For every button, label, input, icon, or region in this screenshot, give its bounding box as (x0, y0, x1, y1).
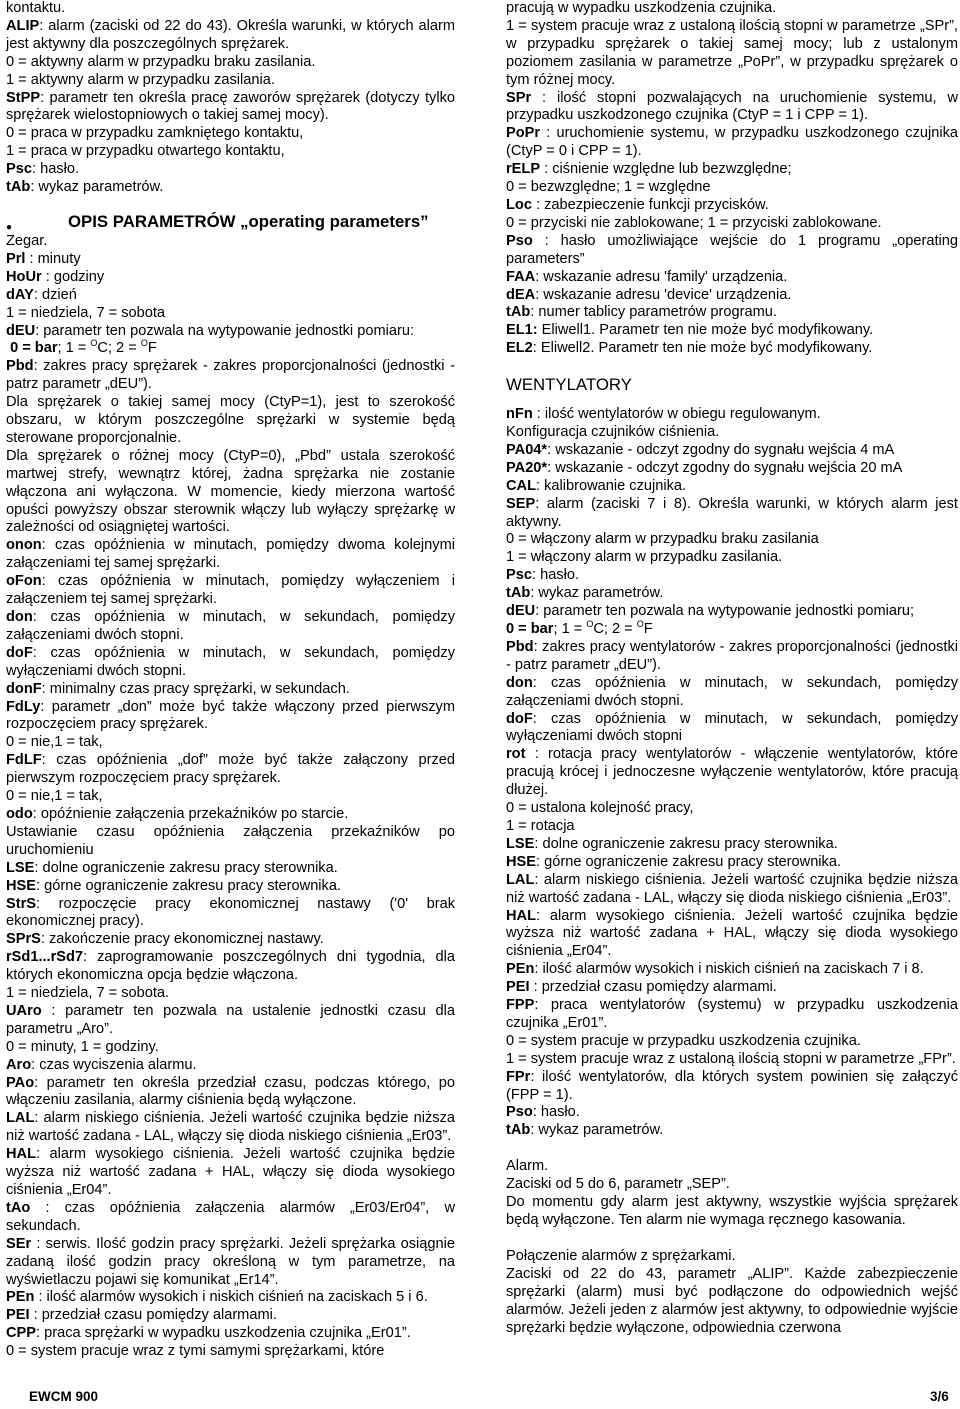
param-term: rSd1...rSd7 (6, 949, 84, 966)
unit-sep: ; 1 = (57, 340, 91, 357)
unit-bar: 0 = bar (10, 340, 58, 357)
param-term: CAL (506, 477, 536, 494)
param-desc: : alarm niskiego ciśnienia. Jeżeli wartość czujnika będzie niższa niż wartość zadana - LAL, włączy się dioda niskiego ciśnienia „Er03”. (506, 871, 958, 906)
right-column (506, 0, 958, 1337)
param-desc: : parametr ten określa przedział czasu, podczas którego, po włączeniu zasilania, alarmy ciśnienia będą wyłączone. (6, 1074, 455, 1109)
param-desc: : uruchomienie systemu, w przypadku uszkodzonego czujnika (CtyP = 0 i CPP = 1). (506, 125, 958, 160)
text-line: 1 = rotacja (506, 817, 575, 834)
param-desc: : wskazanie - odczyt zgodny do sygnału wejścia 20 mA (547, 459, 903, 476)
text-line: Zaciski od 5 do 6, parametr „SEP”. (506, 1176, 730, 1193)
unit-c: C; 2 = (593, 621, 637, 637)
param-tab (506, 1122, 958, 1140)
param-term: EL1: (506, 322, 538, 339)
param-term: SEP (506, 495, 536, 512)
param-term: PA04* (506, 441, 548, 458)
param-loc (506, 197, 958, 215)
text-line: pracują w wypadku uszkodzenia czujnika. (506, 0, 777, 16)
unit-c: C; 2 = (97, 340, 141, 357)
param-term: StrS (6, 895, 37, 912)
param-desc: : parametr „don” może być także włączony przed pierwszym rozpoczęciem pracy sprężarek. (6, 698, 455, 733)
text-line: 1 = praca w przypadku otwartego kontaktu, (6, 143, 285, 160)
param-term: SPrS (6, 931, 41, 948)
param-desc: : parametr ten pozwala na ustalenie jednostki czasu dla parametru „Aro”. (6, 1002, 455, 1037)
text-line: 1 = system pracuje wraz z ustaloną ilością stopni w parametrze „FPr”. (506, 1050, 956, 1067)
param-tao (6, 1200, 455, 1236)
param-desc: : godziny (41, 268, 105, 285)
param-term: dEU (506, 603, 536, 620)
param-dof (6, 645, 455, 681)
param-term: Psc (6, 161, 32, 178)
param-desc: : alarm niskiego ciśnienia. Jeżeli wartość czujnika będzie niższa niż wartość zadana - LAL, włączy się dioda niskiego ciśnienia „Er03”. (6, 1110, 455, 1145)
param-desc: : praca wentylatorów (systemu) w przypadku uszkodzenia czujnika „Er01”. (506, 997, 958, 1031)
param-term: odo (6, 805, 33, 822)
bullet-icon: ● (6, 221, 13, 233)
paragraph: Zaciski od 22 do 43, parametr „ALIP”. Każde zabezpieczenie sprężarki (alarm) musi być podłączone do odpowiednich wejść alarmów. Jeżeli jeden z alarmów jest aktywny, to odpowiednie wyjście sprężarki będzie wyłączone, odpowiednia czerwona (506, 1265, 958, 1336)
param-term: tAb (506, 1122, 531, 1139)
unit-values (506, 621, 958, 639)
unit-f: F (643, 621, 653, 637)
param-fpr (506, 1069, 958, 1105)
param-faa (506, 269, 958, 287)
paragraph: Ustawianie czasu opóźnienia załączenia przekaźników po uruchomieniu (6, 823, 455, 858)
spacer (506, 1140, 958, 1158)
text-line: 1 = niedziela, 7 = sobota. (6, 985, 170, 1002)
param-term: nFn (506, 406, 533, 423)
text-line: 1 = włączony alarm w przypadku zasilania. (506, 549, 783, 566)
text-line: Zegar. (6, 232, 48, 249)
param-pso (506, 233, 958, 269)
param-fdly (6, 699, 455, 735)
param-desc: : dzień (33, 286, 77, 303)
param-term: PEn (506, 961, 535, 978)
text-line: 0 = włączony alarm w przypadku braku zasilania (506, 531, 819, 548)
param-term: Pbd (506, 638, 534, 655)
param-desc: Eliwell1. Parametr ten nie może być modyfikowany. (537, 322, 874, 339)
param-term: LAL (506, 871, 535, 888)
param-term: rot (506, 746, 526, 763)
text-line: 1 = niedziela, 7 = sobota (6, 304, 166, 321)
paragraph: Do momentu gdy alarm jest aktywny, wszystkie wyjścia sprężarek będą wyłączone. Ten alarm nie wymaga ręcznego kasowania. (506, 1194, 958, 1228)
param-desc: : dolne ograniczenie zakresu pracy sterownika. (534, 835, 838, 852)
param-term: Aro (6, 1056, 32, 1073)
param-desc: : ilość wentylatorów, dla których system powinien się załączyć (FPP = 1). (506, 1068, 958, 1103)
param-lal (6, 1110, 455, 1146)
param-term: PoPr (506, 125, 541, 142)
param-term: dAY (6, 286, 34, 303)
unit-bar: 0 = bar (506, 621, 554, 637)
paragraph: Dla sprężarek o różnej mocy (CtyP=0), „Pbd” ustala szerokość martwej strefy, wewnątrz której, żadna sprężarka nie zostanie włączona ani wyłączona. W momencie, kiedy mierzona wartość opuści powyższy obszar sterownik włączy lub wyłączy sprężarkę w zależności od osiągniętej wartości. (6, 447, 455, 536)
unit-sep: ; 1 = (553, 621, 587, 637)
param-term: SPr (506, 89, 532, 106)
text-line: 0 = praca w przypadku zamkniętego kontaktu, (6, 125, 304, 142)
param-pbd (506, 639, 958, 675)
param-term: Prl (6, 250, 26, 267)
param-sprs (6, 931, 455, 949)
param-hal (506, 908, 958, 962)
param-desc: : alarm wysokiego ciśnienia. Jeżeli wartość czujnika będzie wyższa niż wartość zadana + HAL, włączy się dioda wysokiego ciśnienia „Er04”. (506, 907, 958, 960)
left-column (6, 0, 455, 1361)
param-relp (506, 161, 958, 179)
param-desc: : Eliwell2. Parametr ten nie może być modyfikowany. (532, 340, 873, 357)
param-hour (6, 269, 455, 287)
param-desc: : alarm wysokiego ciśnienia. Jeżeli wartość czujnika będzie wyższa niż wartość zadana + HAL, włączy się dioda wysokiego ciśnienia „Er04”. (6, 1146, 455, 1198)
param-desc: : zaprogramowanie poszczególnych dni tygodnia, dla których ekonomiczna opcja będzie włączona. (6, 949, 455, 984)
param-desc: : alarm (zaciski 7 i 8). Określa warunki, w których alarm jest aktywny. (506, 495, 958, 530)
param-pa20 (506, 460, 958, 478)
param-alip (6, 18, 455, 54)
param-term: HSE (506, 853, 537, 870)
text-line: 0 = nie,1 = tak, (6, 788, 103, 805)
param-don (506, 675, 958, 711)
param-desc: : parametr ten określa pracę zaworów sprężarek (dotyczy tylko sprężarek wielostopniowych o takiej samej mocy). (6, 89, 455, 124)
param-term: SEr (6, 1235, 32, 1252)
param-term: EL2 (506, 340, 533, 357)
param-hal (6, 1146, 455, 1200)
paragraph: Dla sprężarek o takiej samej mocy (CtyP=1), jest to szerokość obszaru, w którym poszczególne sprężarki w systemie będą sterowane proporcjonalnie. (6, 394, 455, 446)
param-term: tAo (6, 1199, 31, 1216)
degree-sup: O (140, 338, 148, 349)
param-term: StPP (6, 89, 41, 106)
param-tab (506, 585, 958, 603)
param-desc: : wykaz parametrów. (530, 585, 664, 602)
param-desc: : zakończenie pracy ekonomicznej nastawy. (40, 931, 324, 948)
param-strs (6, 896, 455, 932)
param-uaro (6, 1003, 455, 1039)
param-term: FdLy (6, 698, 41, 715)
param-day (6, 287, 455, 305)
param-desc: : numer tablicy parametrów programu. (530, 304, 777, 321)
param-rsd (6, 949, 455, 985)
text-line: Połączenie alarmów z sprężarkami. (506, 1247, 736, 1264)
param-term: oFon (6, 573, 42, 590)
footer-model: EWCM 900 (29, 1389, 99, 1404)
param-term: don (6, 609, 33, 625)
param-desc: : minimalny czas pracy sprężarki, w sekundach. (41, 680, 350, 697)
unit-f: F (147, 340, 157, 357)
param-psc (506, 567, 958, 585)
param-term: tAb (506, 585, 531, 602)
param-desc: : alarm (zaciski od 22 do 43). Określa warunki, w których alarm jest aktywny dla poszczególnych sprężarek. (6, 17, 455, 52)
param-pao (6, 1075, 455, 1111)
param-ofon (6, 573, 455, 609)
param-term: CPP (6, 1325, 37, 1342)
param-desc: : górne ograniczenie zakresu pracy sterownika. (536, 853, 842, 870)
param-desc: : czas opóźnienia „dof” może być także załączony przed pierwszym rozpoczęciem pracy sprężarek. (6, 752, 455, 787)
param-term: Psc (506, 567, 532, 584)
param-desc: : parametr ten pozwala na wytypowanie jednostki pomiaru: (35, 322, 415, 339)
param-term: FPP (506, 997, 535, 1014)
param-term: dEA (506, 286, 536, 303)
param-desc: : hasło umożliwiające wejście do 1 programu „operating parameters” (506, 232, 958, 267)
param-term: HSE (6, 877, 37, 894)
param-desc: : minuty (25, 250, 81, 267)
param-onon (6, 537, 455, 573)
section-heading (6, 211, 455, 233)
param-term: ALIP (6, 17, 40, 34)
param-fpp (506, 997, 958, 1033)
param-desc: : ilość alarmów wysokich i niskich ciśnień na zaciskach 5 i 6. (34, 1289, 428, 1306)
param-term: doF (506, 710, 533, 727)
param-desc: : parametr ten pozwala na wytypowanie jednostki pomiaru; (535, 603, 915, 620)
text-line: 1 = aktywny alarm w przypadku zasilania. (6, 71, 275, 88)
param-aro (6, 1057, 455, 1075)
param-donf (6, 681, 455, 699)
param-desc: : czas opóźnienia w minutach, pomiędzy dwoma kolejnymi załączeniami tej samej sprężarki. (6, 537, 455, 572)
param-desc: : hasło. (31, 161, 80, 178)
param-term: Pso (506, 232, 533, 249)
param-psc (6, 161, 455, 179)
param-term: LSE (506, 835, 535, 852)
param-desc: : wskazanie adresu 'family' urządzenia. (535, 268, 788, 285)
param-desc: : ciśnienie względne lub bezwzględne; (540, 161, 792, 178)
param-el2 (506, 340, 958, 358)
param-desc: : przedział czasu pomiędzy alarmami. (529, 979, 777, 996)
param-cal (506, 478, 958, 496)
param-term: doF (6, 644, 33, 661)
unit-values (6, 340, 455, 358)
param-desc: : czas opóźnienia w minutach, pomiędzy wyłączeniem i załączeniem tej samej sprężarki. (6, 573, 455, 608)
param-desc: : czas opóźnienia w minutach, w sekundach, pomiędzy wyłączeniami dwóch stopni (506, 710, 958, 745)
text-line: 0 = aktywny alarm w przypadku braku zasilania. (6, 53, 316, 70)
param-desc: : hasło. (532, 1104, 580, 1121)
param-desc: : górne ograniczenie zakresu pracy sterownika. (36, 877, 342, 894)
param-term: LSE (6, 859, 35, 876)
text-line: 0 = bezwzględne; 1 = względne (506, 179, 711, 196)
param-desc: : zakres pracy wentylatorów - zakres proporcjonalności (jednostki - patrz parametr „dEU”). (506, 638, 958, 673)
param-dea (506, 287, 958, 305)
degree-sup: O (90, 338, 98, 349)
param-pei (6, 1307, 455, 1325)
param-term: tAb (6, 179, 31, 196)
param-term: tAb (506, 304, 531, 321)
param-desc: : rotacja pracy wentylatorów - włączenie wentylatorów, które pracują krócej i jednoczesne wyłączenie wentylatorów, które pracują dłużej. (506, 746, 958, 799)
param-desc: : zabezpieczenie funkcji przycisków. (531, 196, 769, 213)
param-odo (6, 806, 455, 824)
param-desc: : praca sprężarki w wypadku uszkodzenia czujnika „Er01”. (36, 1325, 411, 1342)
param-desc: : hasło. (531, 567, 580, 584)
param-don (6, 609, 455, 645)
param-desc: : czas wyciszenia alarmu. (31, 1056, 197, 1073)
param-term: rELP (506, 161, 541, 178)
param-term: Pso (506, 1104, 533, 1121)
param-term: HAL (506, 907, 536, 924)
param-term: UAro (6, 1002, 42, 1019)
param-term: PEI (506, 979, 530, 996)
param-pso (506, 1104, 958, 1122)
spacer (506, 1230, 958, 1248)
param-desc: : wykaz parametrów. (30, 179, 164, 196)
text-line: Konfiguracja czujników ciśnienia. (506, 424, 720, 441)
param-prl (6, 251, 455, 269)
param-tab (6, 179, 455, 197)
section-title: WENTYLATORY (506, 375, 632, 395)
param-pei (506, 979, 958, 997)
param-desc: : dolne ograniczenie zakresu pracy sterownika. (34, 859, 338, 876)
param-hse (6, 878, 455, 896)
param-term: PAo (6, 1074, 35, 1091)
param-term: donF (6, 680, 42, 697)
param-desc: : ilość wentylatorów w obiegu regulowanym. (532, 406, 821, 423)
text-line: 0 = nie,1 = tak, (6, 734, 103, 751)
param-stpp (6, 90, 455, 126)
text-line: 0 = system pracuje w przypadku uszkodzenia czujnika. (506, 1032, 861, 1049)
param-desc: : przedział czasu pomiędzy alarmami. (29, 1307, 277, 1324)
param-pbd (6, 358, 455, 394)
param-term: PA20* (506, 459, 548, 476)
param-rot (506, 746, 958, 800)
param-desc: : czas opóźnienia w minutach, w sekundach, pomiędzy załączeniami dwóch stopni. (506, 674, 958, 709)
param-pa04 (506, 442, 958, 460)
param-term: dEU (6, 322, 36, 339)
param-term: FAA (506, 268, 536, 285)
param-nfn (506, 406, 958, 424)
param-popr (506, 125, 958, 161)
param-term: onon (6, 537, 42, 554)
text-line: kontaktu. (6, 0, 66, 16)
param-desc: : ilość stopni pozwalających na uruchomienie systemu, w przypadku uszkodzonego czujnika (CtyP = 1 i CPP = 1). (506, 89, 958, 124)
param-el1 (506, 322, 958, 340)
param-term: Pbd (6, 358, 34, 375)
degree-sup: O (586, 619, 594, 630)
param-desc: : czas opóźnienia w minutach, w sekundach, pomiędzy wyłączeniami dwóch stopni. (6, 644, 455, 679)
param-term: PEn (6, 1289, 35, 1306)
param-hse (506, 854, 958, 872)
param-desc: : kalibrowanie czujnika. (536, 477, 687, 494)
param-spr (506, 90, 958, 126)
param-pen (6, 1289, 455, 1307)
param-cpp (6, 1325, 455, 1343)
param-term: HAL (6, 1146, 36, 1163)
param-desc: : czas opóźnienia w minutach, w sekundach, pomiędzy załączeniami dwóch stopni. (6, 609, 455, 643)
param-desc: : wskazanie - odczyt zgodny do sygnału wejścia 4 mA (547, 441, 895, 458)
param-lal (506, 872, 958, 908)
param-term: FdLF (6, 752, 42, 769)
param-tab (506, 304, 958, 322)
param-ser (6, 1236, 455, 1290)
footer-page-number: 3/6 (930, 1389, 949, 1404)
param-fdlf (6, 752, 455, 788)
text-line: 0 = minuty, 1 = godziny. (6, 1038, 159, 1055)
param-desc: : rozpoczęcie pracy ekonomicznej nastawy ('0' brak ekonomicznej pracy). (6, 895, 455, 930)
paragraph: 1 = system pracuje wraz z ustaloną ilością stopni w parametrze „SPr”, w przypadku sprężarek o takiej samej mocy; lub z ustalonym poziomem zasilania w parametrze „PoPr”, w przypadku sprężarek o tym różnej mocy. (506, 17, 958, 88)
param-dof (506, 711, 958, 747)
param-term: don (506, 674, 533, 691)
param-term: Loc (506, 196, 532, 213)
param-desc: : ilość alarmów wysokich i niskich ciśnień na zaciskach 7 i 8. (534, 961, 924, 978)
param-sep (506, 496, 958, 532)
text-line: 0 = przyciski nie zablokowane; 1 = przyciski zablokowane. (506, 214, 882, 231)
param-desc: : wykaz parametrów. (530, 1122, 664, 1139)
param-lse (6, 860, 455, 878)
param-deu (6, 323, 455, 341)
param-term: FPr (506, 1068, 531, 1085)
param-term: PEI (6, 1307, 30, 1324)
text-line: 0 = system pracuje wraz z tymi samymi sprężarkami, które (6, 1343, 385, 1360)
text-line: 0 = ustalona kolejność pracy, (506, 800, 694, 817)
param-pen (506, 961, 958, 979)
degree-sup: O (636, 619, 644, 630)
heading-text: OPIS PARAMETRÓW „operating parameters” (68, 211, 429, 231)
param-desc: : opóźnienie załączenia przekaźników po starcie. (32, 805, 349, 822)
param-desc: : zakres pracy sprężarek - zakres proporcjonalności (jednostki - patrz parametr „dEU”). (6, 358, 455, 393)
text-line: Alarm. (506, 1158, 549, 1175)
param-term: LAL (6, 1110, 35, 1127)
param-term: HoUr (6, 268, 42, 285)
param-lse (506, 836, 958, 854)
param-desc: : czas opóźnienia załączenia alarmów „Er03/Er04”, w sekundach. (6, 1199, 455, 1234)
param-desc: : serwis. Ilość godzin pracy sprężarki. Jeżeli sprężarka osiągnie zadaną ilość godzin pracy określoną w tym parametrze, na wyświetlaczu pojawi się komunikat „Er14”. (6, 1235, 455, 1288)
param-deu (506, 603, 958, 621)
param-desc: : wskazanie adresu 'device' urządzenia. (535, 286, 792, 303)
